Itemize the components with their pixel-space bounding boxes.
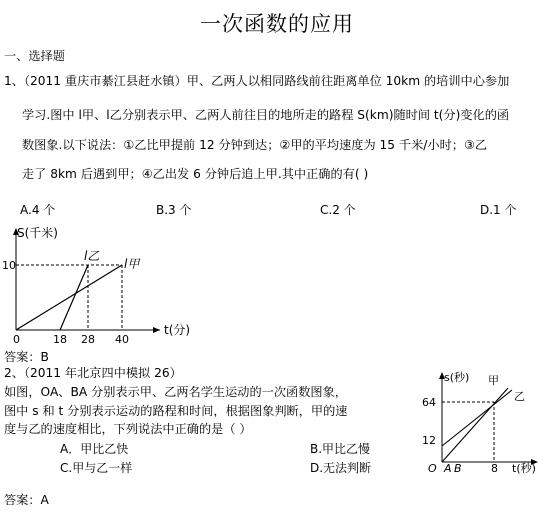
q2-option-a: A．甲比乙快 [60,442,129,456]
q2-text-line-4: 度与乙的速度相比，下列说法中正确的是（ ） [4,422,252,436]
q2-x-label: t(秒) [512,462,536,475]
q2-y-tick-12: 12 [422,434,436,447]
q1-option-b: B.3 个 [156,203,192,217]
q2-answer: 答案：A [4,493,49,507]
q2-graph [418,366,554,478]
q1-x-label: t(分) [164,323,191,337]
q1-text-line-3: 数图象.以下说法：①乙比甲提前 12 分钟到达；②甲的平均速度为 15 千米/小时；③乙 [22,138,488,152]
q2-x-tick-b: B [454,462,462,475]
q1-y-tick-10: 10 [2,259,16,272]
q2-line-yi [442,390,512,446]
q2-yi-label: 乙 [514,390,525,403]
section-heading: 一、选择题 [4,49,65,63]
q2-text-line-1: 2、（2011 年北京四中模拟 26） [4,366,182,380]
q2-option-c: C.甲与乙一样 [60,461,133,475]
q2-y-tick-64: 64 [422,396,436,409]
q1-option-d: D.1 个 [480,203,517,217]
q1-line-yi-label: l乙 [84,249,100,263]
q2-text-line-3: 图中 s 和 t 分别表示运动的路程和时间，根据图象判断，甲的速 [4,404,348,418]
q1-x-tick-28: 28 [81,333,95,344]
q2-jia-label: 甲 [488,374,499,387]
q1-answer: 答案：B [4,350,49,364]
q2-option-d: D.无法判断 [310,461,372,475]
q1-text-line-4: 走了 8km 后遇到甲；④乙出发 6 分钟后追上甲.其中正确的有( ) [22,167,369,181]
q2-y-label: s(秒) [444,371,470,384]
q2-text-line-2: 如图，OA、BA 分别表示甲、乙两名学生运动的一次函数图象， [4,385,347,399]
q1-x-tick-40: 40 [115,333,129,344]
page-title: 一次函数的应用 [200,12,354,36]
q1-line-jia [16,265,122,330]
q2-x-tick-origin: O [428,462,437,475]
q2-line-jia [442,388,508,462]
q1-line-jia-label: l甲 [124,257,140,271]
q1-y-label: S(千米) [17,226,58,240]
q1-x-axis-arrow [153,327,160,333]
q2-x-tick-8: 8 [491,462,498,475]
q1-x-tick-18: 18 [53,333,67,344]
q1-graph [0,222,200,344]
q1-line-yi [60,265,88,330]
q1-text-line-2: 学习.图中 l甲、l乙分别表示甲、乙两人前往目的地所走的路程 S(km)随时间 t(分)变化的函 [22,108,510,122]
q1-option-c: C.2 个 [320,203,356,217]
q1-text-line-1: 1、（2011 重庆市綦江县赶水镇）甲、乙两人以相同路线前往距离单位 10km 的培训中心参加 [4,74,510,88]
q1-option-a: A.4 个 [20,203,56,217]
q1-x-tick-0: 0 [13,333,20,344]
q2-x-tick-a: A [444,462,452,475]
q2-option-b: B.甲比乙慢 [310,442,371,456]
